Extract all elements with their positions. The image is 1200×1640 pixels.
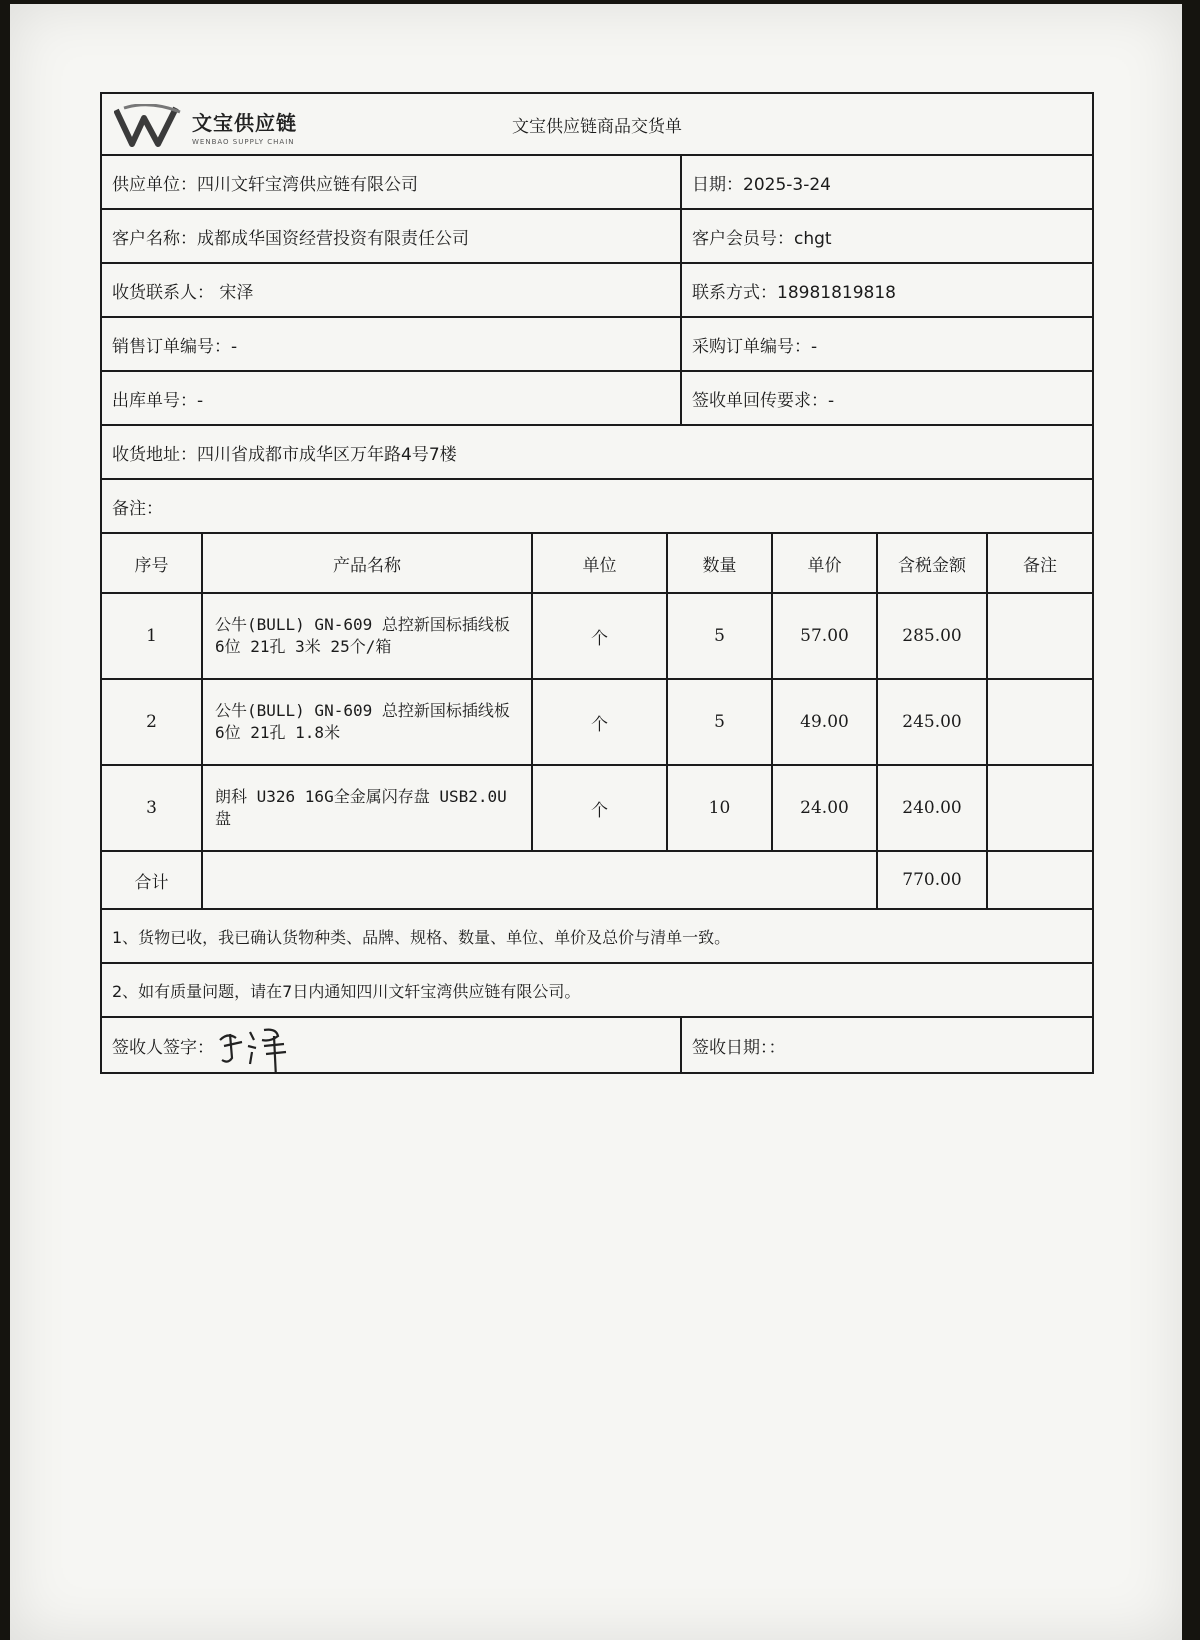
- customer-field: 客户名称：成都成华国资经营投资有限责任公司: [102, 210, 682, 262]
- table-row: [102, 679, 1092, 765]
- row-unit: 个: [532, 593, 667, 679]
- col-header-unit: 单位: [532, 534, 667, 593]
- terms-row-2: [102, 964, 1092, 1018]
- items-header-row: [102, 534, 1092, 593]
- row-product-name: 公牛(BULL) GN-609 总控新国标插线板 6位 21孔 3米 25个/箱: [202, 593, 532, 679]
- row-price: 24.00: [772, 765, 877, 851]
- signature-row: [102, 1018, 1092, 1072]
- total-amount: 770.00: [877, 851, 987, 909]
- row-amount: 240.00: [877, 765, 987, 851]
- col-header-no: 序号: [102, 534, 202, 593]
- purchase-order-field: 采购订单编号：-: [692, 336, 818, 357]
- total-row: [102, 851, 1092, 909]
- customer-row: [102, 210, 1092, 264]
- col-header-qty: 数量: [667, 534, 772, 593]
- supplier-field: 供应单位：四川文轩宝湾供应链有限公司: [102, 156, 682, 208]
- row-note: [987, 765, 1092, 851]
- row-qty: 5: [667, 679, 772, 765]
- total-spacer: [202, 851, 877, 909]
- col-header-note: 备注: [987, 534, 1092, 593]
- row-price: 57.00: [772, 593, 877, 679]
- terms-line-1: 1、货物已收，我已确认货物种类、品牌、规格、数量、单位、单价及总价与清单一致。: [112, 927, 731, 947]
- logo-mark-icon: [114, 104, 186, 148]
- company-logo: [114, 104, 297, 148]
- row-unit: 个: [532, 765, 667, 851]
- contact-field: 收货联系人： 宋泽: [102, 264, 682, 316]
- table-row: [102, 593, 1092, 679]
- sales-order-field: 销售订单编号：-: [102, 318, 682, 370]
- row-product-name: 公牛(BULL) GN-609 总控新国标插线板 6位 21孔 1.8米: [202, 679, 532, 765]
- row-no: 3: [102, 765, 202, 851]
- remark-row: [102, 480, 1092, 534]
- col-header-name: 产品名称: [202, 534, 532, 593]
- row-amount: 245.00: [877, 679, 987, 765]
- col-header-amount: 含税金额: [877, 534, 987, 593]
- signer-label: 签收人签字：: [112, 1037, 214, 1058]
- form-header: [102, 94, 1092, 156]
- col-header-price: 单价: [772, 534, 877, 593]
- total-label: 合计: [102, 851, 202, 909]
- row-note: [987, 593, 1092, 679]
- table-row: [102, 765, 1092, 851]
- member-no-field: 客户会员号：chgt: [692, 228, 832, 249]
- terms-row-1: [102, 910, 1092, 964]
- handwritten-signature: [214, 1018, 304, 1072]
- row-no: 2: [102, 679, 202, 765]
- logo-subtitle: WENBAO SUPPLY CHAIN: [192, 137, 295, 146]
- terms-line-2: 2、如有质量问题，请在7日内通知四川文轩宝湾供应链有限公司。: [112, 981, 581, 1001]
- row-unit: 个: [532, 679, 667, 765]
- outbound-no-field: 出库单号：-: [102, 372, 682, 424]
- outbound-row: [102, 372, 1092, 426]
- address-row: [102, 426, 1092, 480]
- supplier-row: [102, 156, 1092, 210]
- delivery-form: [100, 92, 1094, 1074]
- row-qty: 10: [667, 765, 772, 851]
- row-note: [987, 679, 1092, 765]
- delivery-sheet: [10, 4, 1182, 1640]
- address-field: 收货地址：四川省成都市成华区万年路4号7楼: [112, 444, 457, 465]
- signer-field: [102, 1018, 682, 1072]
- row-qty: 5: [667, 593, 772, 679]
- sign-date-field: 签收日期：：: [692, 1037, 786, 1058]
- date-field: 日期：2025-3-24: [692, 174, 831, 195]
- items-row: [102, 534, 1092, 910]
- logo-name: 文宝供应链: [192, 110, 297, 135]
- total-note: [987, 851, 1092, 909]
- order-row: [102, 318, 1092, 372]
- row-price: 49.00: [772, 679, 877, 765]
- contact-row: [102, 264, 1092, 318]
- phone-field: 联系方式：18981819818: [692, 282, 896, 303]
- row-no: 1: [102, 593, 202, 679]
- return-requirement-field: 签收单回传要求：-: [692, 390, 835, 411]
- row-product-name: 朗科 U326 16G全金属闪存盘 USB2.0U盘: [202, 765, 532, 851]
- row-amount: 285.00: [877, 593, 987, 679]
- remark-field: 备注：: [112, 498, 163, 519]
- items-table: [102, 534, 1092, 910]
- form-title: 文宝供应链商品交货单: [512, 116, 682, 137]
